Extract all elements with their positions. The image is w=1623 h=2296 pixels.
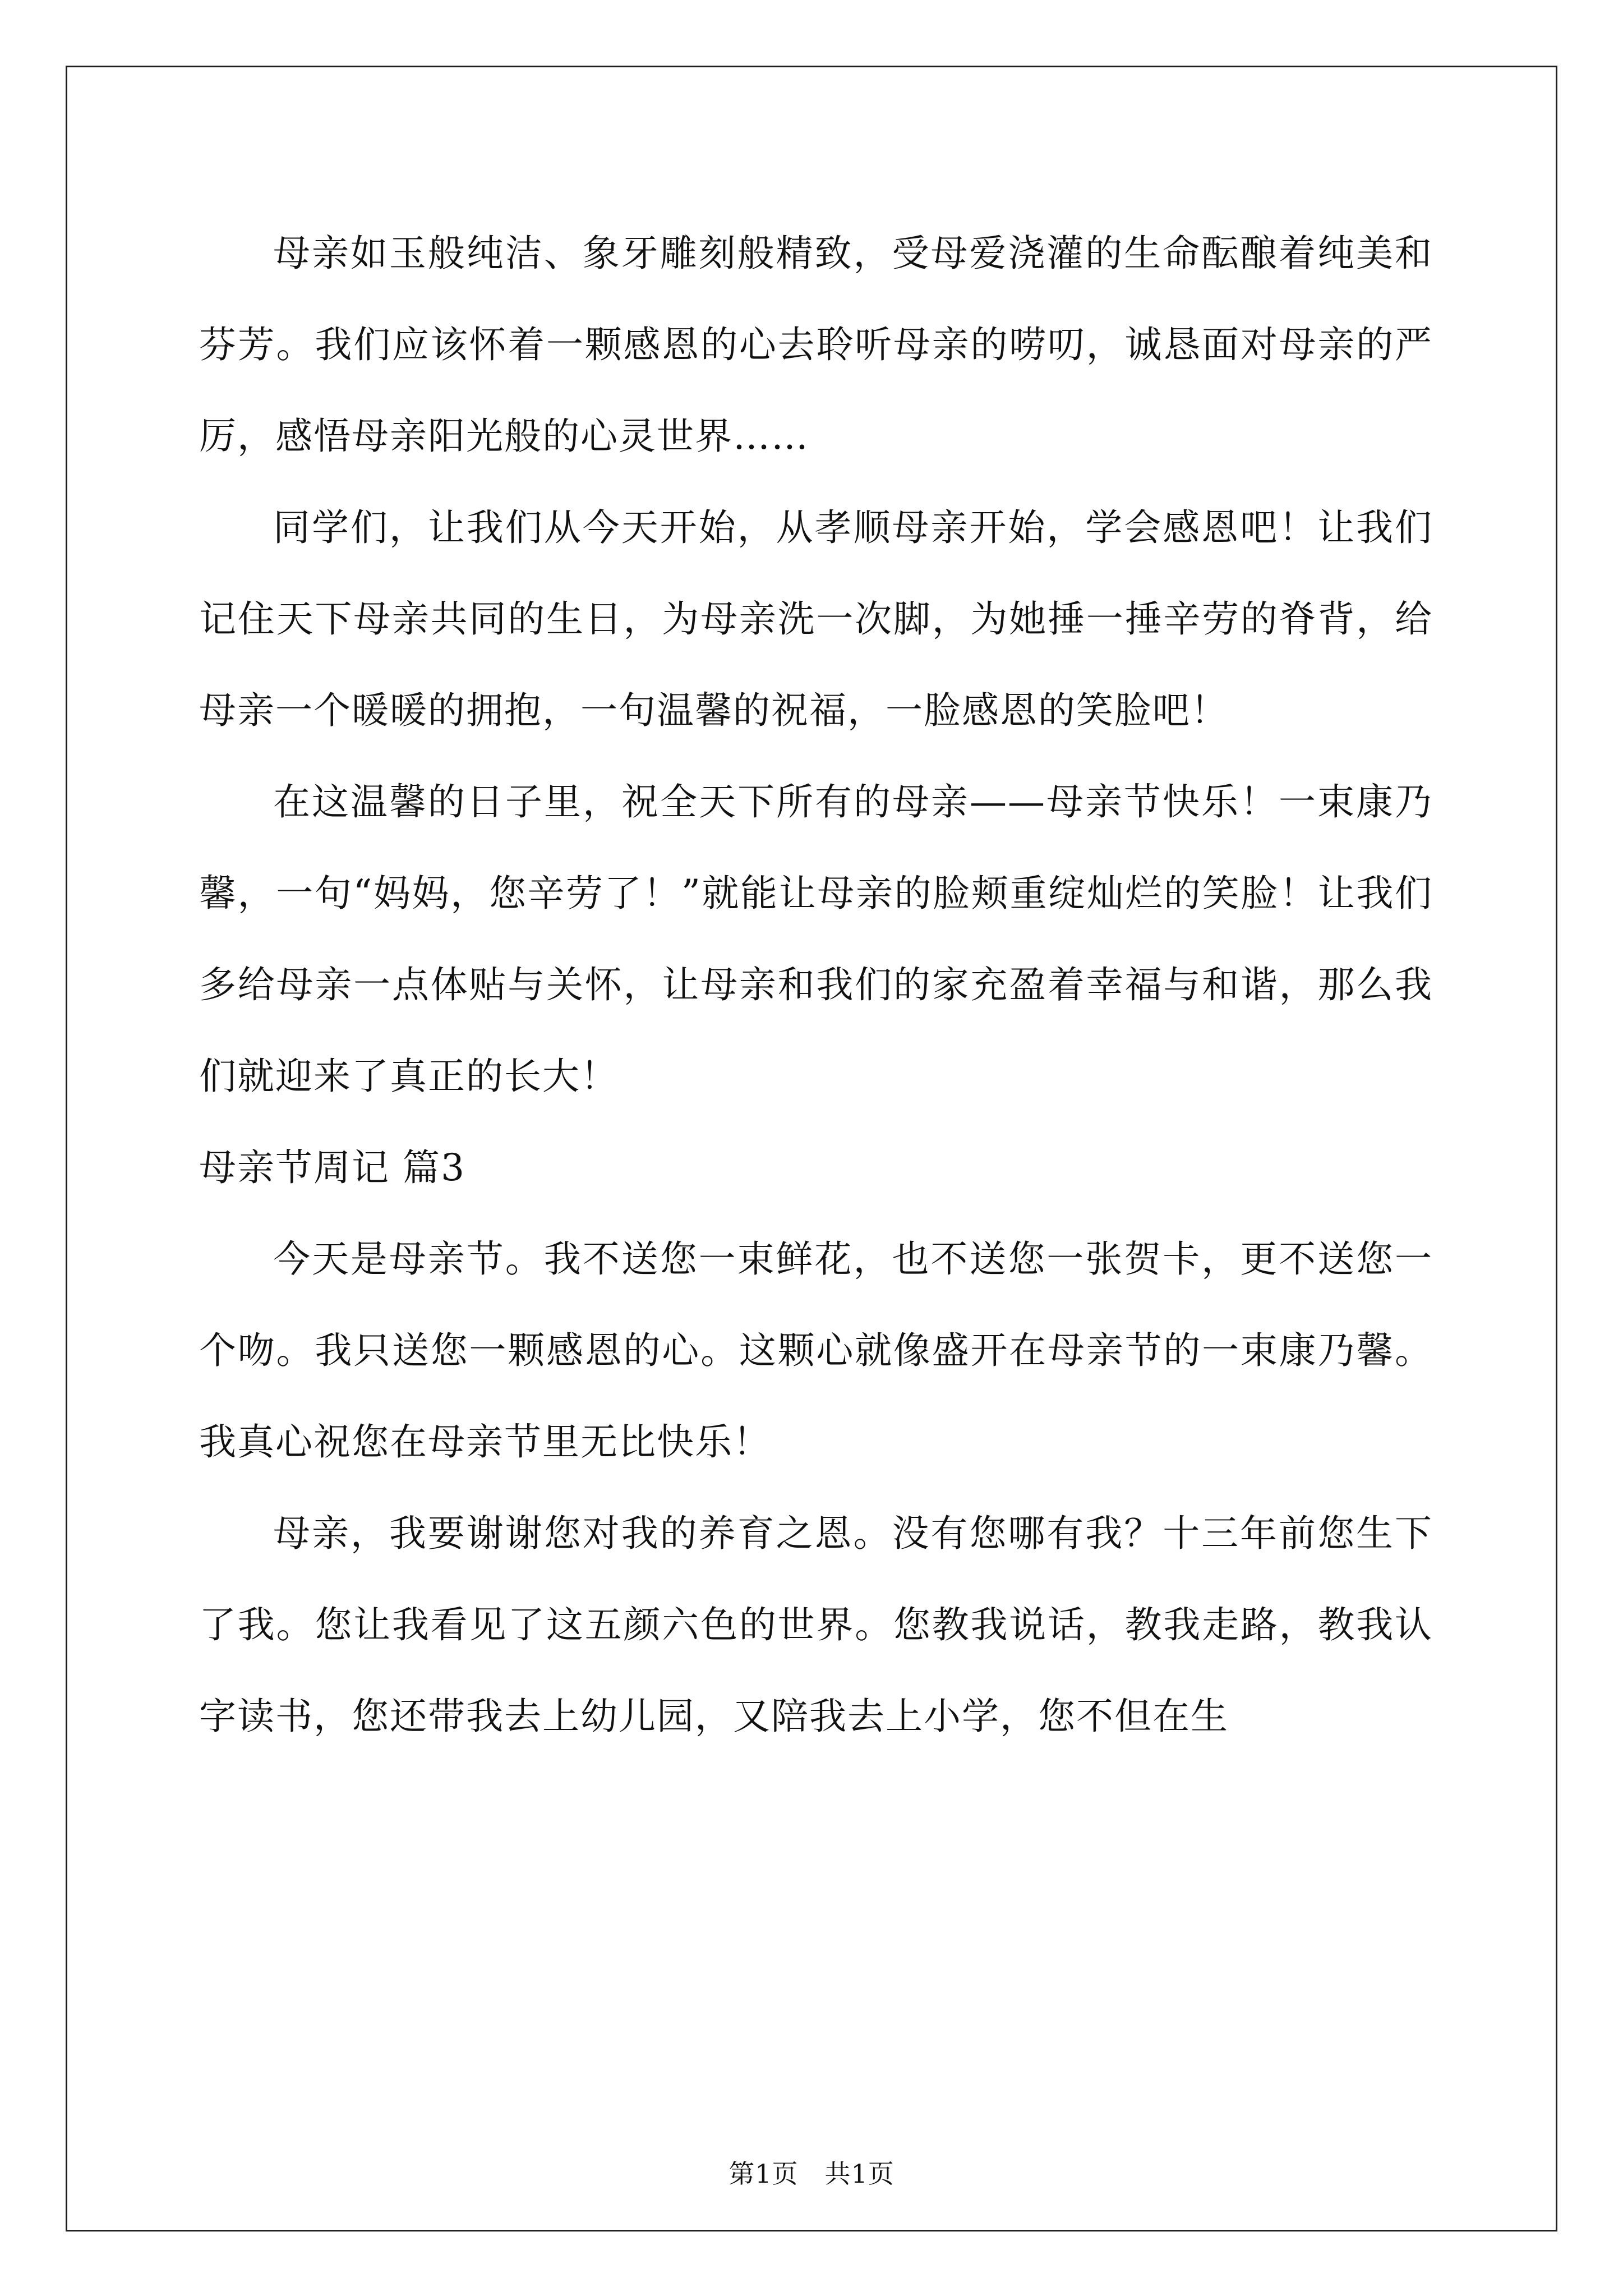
paragraph-1: 母亲如玉般纯洁、象牙雕刻般精致，受母爱浇灌的生命酝酿着纯美和芬芳。我们应该怀着一颗感恩的心去聆听母亲的唠叨，诚恳面对母亲的严厉，感悟母亲阳光般的心灵世界……	[199, 232, 1433, 458]
page-footer: 第1页 共1页	[728, 2159, 895, 2189]
paragraph-3: 在这温馨的日子里，祝全天下所有的母亲——母亲节快乐！一束康乃馨，一句“妈妈，您辛劳了！”就能让母亲的脸颊重绽灿烂的笑脸！让我们多给母亲一点体贴与关怀，让母亲和我们的家充盈着幸福与和谐，那么我们就迎来了真正的长大！	[199, 780, 1433, 1098]
document-body	[199, 208, 1433, 1762]
paragraph-4: 今天是母亲节。我不送您一束鲜花，也不送您一张贺卡，更不送您一个吻。我只送您一颗感恩的心。这颗心就像盛开在母亲节的一束康乃馨。我真心祝您在母亲节里无比快乐！	[199, 1237, 1433, 1464]
paragraph-2: 同学们，让我们从今天开始，从孝顺母亲开始，学会感恩吧！让我们记住天下母亲共同的生日，为母亲洗一次脚，为她捶一捶辛劳的脊背，给母亲一个暖暖的拥抱，一句温馨的祝福，一脸感恩的笑脸吧！	[199, 506, 1433, 732]
section-heading: 母亲节周记 篇3	[199, 1146, 465, 1189]
paragraph-5: 母亲，我要谢谢您对我的养育之恩。没有您哪有我？十三年前您生下了我。您让我看见了这五颜六色的世界。您教我说话，教我走路，教我认字读书，您还带我去上幼儿园，又陪我去上小学，您不但在生	[199, 1512, 1433, 1738]
